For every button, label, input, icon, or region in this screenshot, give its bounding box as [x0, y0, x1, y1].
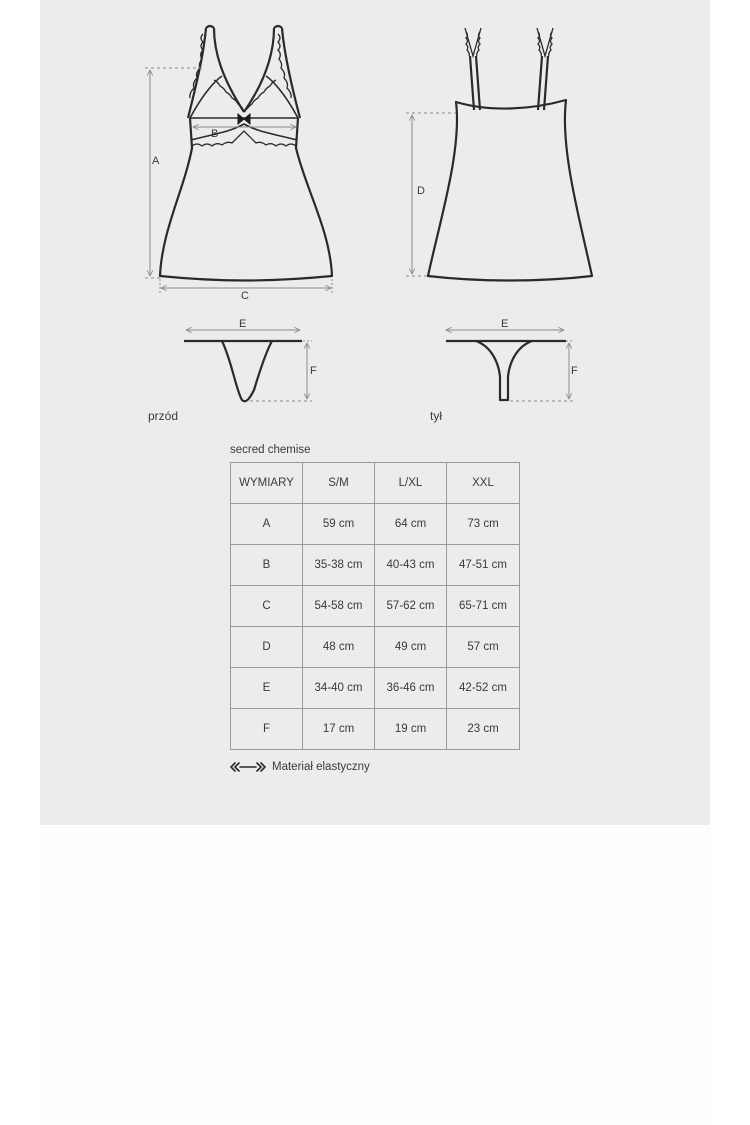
dim-label-e-back: E [501, 318, 509, 330]
dim-label-f-front: F [310, 365, 317, 377]
back-view-label: tył [430, 409, 442, 423]
front-right-strap [244, 28, 274, 112]
table-row [231, 545, 520, 586]
table-row [231, 668, 520, 709]
product-caption: secred chemise [230, 444, 311, 456]
table-header-row [231, 463, 520, 504]
table-cell: 59 cm [303, 504, 375, 545]
table-cell: 40-43 cm [375, 545, 447, 586]
table-cell: A [231, 504, 303, 545]
table-cell: F [231, 709, 303, 750]
table-cell: 48 cm [303, 627, 375, 668]
table-cell: 17 cm [303, 709, 375, 750]
table-cell: 64 cm [375, 504, 447, 545]
dim-label-b: B [211, 128, 219, 140]
front-view-label: przód [148, 409, 179, 423]
table-cell: 47-51 cm [447, 545, 520, 586]
table-cell: 73 cm [447, 504, 520, 545]
table-cell: 57-62 cm [375, 586, 447, 627]
size-table [230, 462, 520, 750]
table-cell: 54-58 cm [303, 586, 375, 627]
elastic-material-legend [230, 759, 370, 775]
front-thong-drawing [184, 341, 302, 401]
table-cell: 34-40 cm [303, 668, 375, 709]
table-row [231, 627, 520, 668]
table-cell: 49 cm [375, 627, 447, 668]
table-cell: 35-38 cm [303, 545, 375, 586]
dim-label-e-front: E [239, 318, 247, 330]
back-body-outline [428, 100, 592, 281]
table-header: S/M [303, 463, 375, 504]
front-body-outline [160, 118, 332, 281]
table-cell: C [231, 586, 303, 627]
dim-label-d: D [417, 185, 425, 197]
table-row [231, 504, 520, 545]
table-cell: 65-71 cm [447, 586, 520, 627]
legend-text: Materiał elastyczny [272, 761, 370, 773]
front-chemise-drawing [160, 26, 332, 281]
table-row [231, 709, 520, 750]
table-header: WYMIARY [231, 463, 303, 504]
table-cell: D [231, 627, 303, 668]
table-cell: 23 cm [447, 709, 520, 750]
back-thong-drawing [446, 341, 566, 400]
table-row [231, 586, 520, 627]
table-cell: 57 cm [447, 627, 520, 668]
table-header: XXL [447, 463, 520, 504]
table-header: L/XL [375, 463, 447, 504]
table-cell: 36-46 cm [375, 668, 447, 709]
dim-label-f-back: F [571, 365, 578, 377]
blank-area [40, 825, 710, 1125]
table-cell: B [231, 545, 303, 586]
table-cell: E [231, 668, 303, 709]
dim-label-c: C [241, 290, 249, 302]
table-cell: 19 cm [375, 709, 447, 750]
elastic-arrows-icon [230, 761, 266, 773]
dim-label-a: A [152, 155, 160, 167]
table-cell: 42-52 cm [447, 668, 520, 709]
back-chemise-drawing [428, 56, 592, 281]
